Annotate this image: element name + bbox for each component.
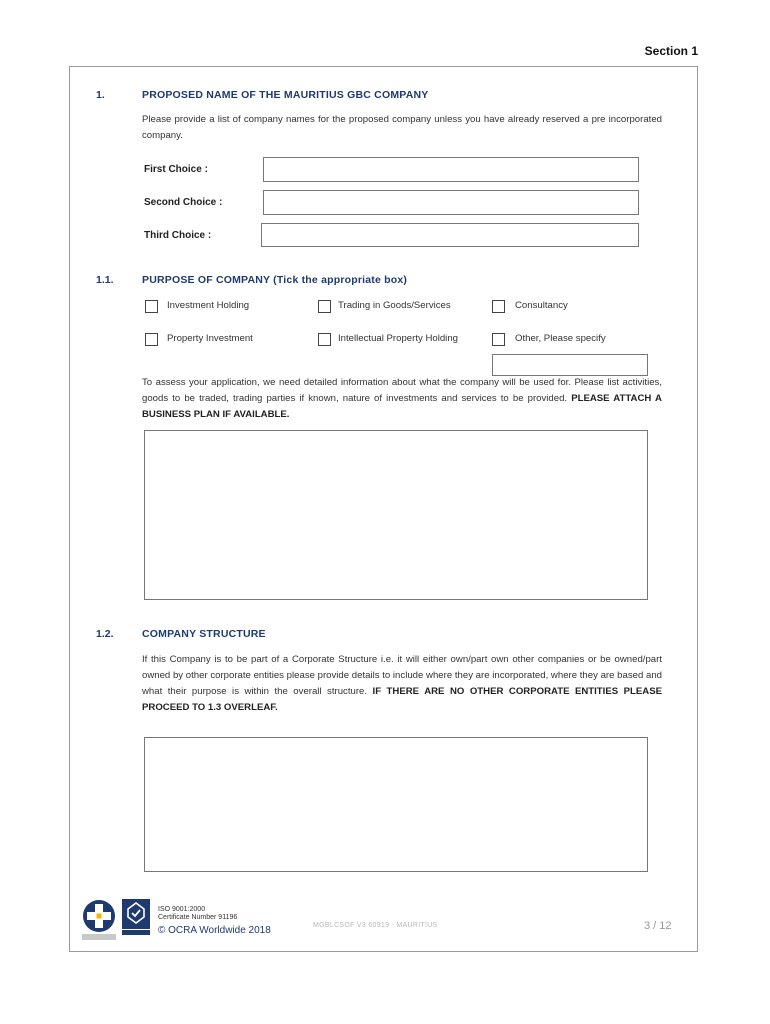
footer-code: MGBLCSOF V3 60919 - MAURITIUS [313, 922, 438, 929]
consultancy-checkbox[interactable] [492, 300, 505, 313]
property-investment-label: Property Investment [167, 333, 253, 344]
third-choice-field[interactable] [261, 223, 639, 247]
investment-holding-label: Investment Holding [167, 300, 250, 311]
other-specify-field[interactable] [492, 354, 648, 376]
badge-stripe [122, 930, 150, 935]
cert-line-1: ISO 9001:2000 [158, 906, 206, 913]
purpose-details-textarea[interactable] [144, 430, 648, 600]
investment-holding-checkbox[interactable] [145, 300, 158, 313]
trading-goods-label: Trading in Goods/Services [338, 300, 451, 311]
ip-holding-label: Intellectual Property Holding [338, 333, 458, 344]
certification-badge-icon [122, 899, 150, 929]
structure-details-textarea[interactable] [144, 737, 648, 872]
purpose-description-text: To assess your application, we need detailed information about what the company will be used for. Please list activities, goods to be traded, trading parties if known, nature of investments and services to be provided. [142, 377, 662, 404]
second-choice-field[interactable] [263, 190, 639, 215]
page-number: 3 / 12 [644, 920, 672, 932]
structure-description [142, 652, 662, 716]
section-1-intro: Please provide a list of company names for the proposed company unless you have already reserved a pre incorporated company. [142, 114, 662, 141]
company-logo [82, 899, 116, 933]
other-checkbox[interactable] [492, 333, 505, 346]
third-choice-label: Third Choice : [144, 230, 212, 241]
logo-caption-bar [82, 934, 116, 940]
consultancy-label: Consultancy [515, 300, 568, 311]
second-choice-label: Second Choice : [144, 197, 223, 208]
section-1-title: PROPOSED NAME OF THE MAURITIUS GBC COMPANY [142, 89, 429, 101]
section-1-1-number: 1.1. [96, 274, 114, 286]
first-choice-field[interactable] [263, 157, 639, 182]
ocra-credit: © OCRA Worldwide 2018 [158, 925, 271, 936]
section-1-number: 1. [96, 89, 105, 101]
section-1-1-title: PURPOSE OF COMPANY (Tick the appropriate box) [142, 274, 408, 286]
property-investment-checkbox[interactable] [145, 333, 158, 346]
business-plan-note: PLEASE ATTACH A BUSINESS PLAN IF AVAILABLE. [142, 393, 662, 420]
other-label: Other, Please specify [515, 333, 606, 344]
section-1-2-number: 1.2. [96, 628, 114, 640]
section-1-2-title: COMPANY STRUCTURE [142, 628, 266, 640]
purpose-description [142, 375, 662, 423]
proceed-note: IF THERE ARE NO OTHER CORPORATE ENTITIES PLEASE PROCEED TO 1.3 OVERLEAF. [142, 686, 663, 713]
structure-description-text: If this Company is to be part of a Corporate Structure i.e. it will either own/part own other companies or be owned/part owned by other corporate entities please provide details to include where they are incorporated, where they are based and what their purpose is within the overall structure. [142, 654, 662, 697]
first-choice-label: First Choice : [144, 164, 208, 175]
section-label: Section 1 [644, 44, 698, 58]
ip-holding-checkbox[interactable] [318, 333, 331, 346]
cert-line-2: Certificate Number 91196 [158, 914, 238, 921]
trading-goods-checkbox[interactable] [318, 300, 331, 313]
